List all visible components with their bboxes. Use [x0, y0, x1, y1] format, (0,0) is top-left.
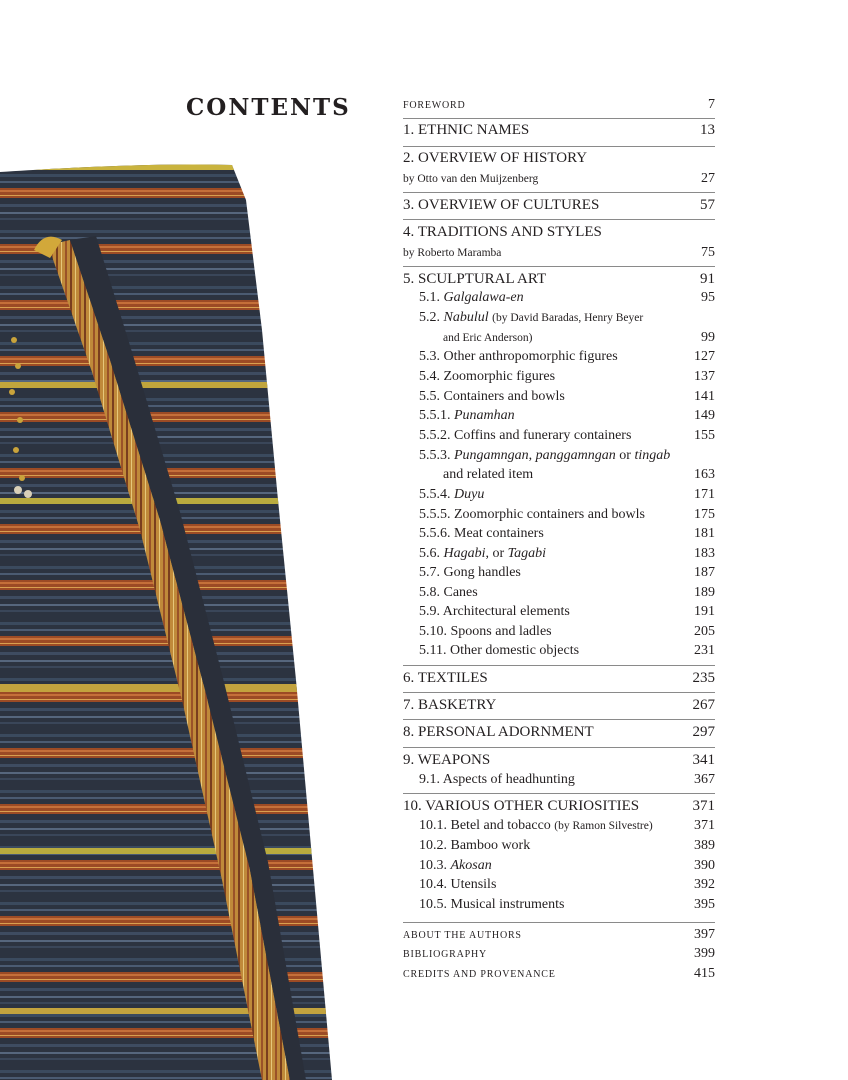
toc-page-number: 297 — [692, 724, 715, 740]
toc-entry — [419, 349, 715, 365]
toc-entry — [419, 507, 715, 523]
toc-entry-title: 10.4. Utensils — [419, 877, 497, 892]
toc-entry-title: 5.7. Gong handles — [419, 565, 521, 580]
divider — [403, 692, 715, 693]
toc-entry-title: 5.5.4. Duyu — [419, 487, 485, 502]
toc-entry-title: BIBLIOGRAPHY — [403, 949, 488, 960]
toc-entry — [419, 772, 715, 788]
toc-page-number: 13 — [700, 122, 715, 138]
toc-entry — [419, 897, 715, 913]
toc-entry-title: 5.3. Other anthropomorphic figures — [419, 349, 618, 364]
toc-page-number: 392 — [694, 877, 715, 892]
toc-entry-title: 5.5.5. Zoomorphic containers and bowls — [419, 507, 645, 522]
toc-entry-title: 4. TRADITIONS AND STYLES — [403, 224, 602, 240]
toc-entry — [403, 927, 715, 943]
toc-entry — [403, 752, 715, 769]
toc-entry — [403, 171, 715, 187]
toc-entry-title: 5.5.3. Pungamngan, panggamngan or tingab — [419, 448, 671, 463]
toc-entry-title: CREDITS AND PROVENANCE — [403, 969, 556, 980]
toc-entry-title: 5.5.2. Coffins and funerary containers — [419, 428, 632, 443]
toc-entry — [419, 838, 715, 854]
toc-page-number: 57 — [700, 197, 715, 213]
toc-entry — [419, 310, 715, 326]
toc-entry-title: 8. PERSONAL ADORNMENT — [403, 724, 594, 740]
toc-entry — [419, 546, 715, 562]
toc-entry-title: FOREWORD — [403, 100, 466, 111]
toc-entry-title: 5.8. Canes — [419, 585, 478, 600]
toc-page-number: 95 — [701, 290, 715, 305]
toc-page-number: 183 — [694, 546, 715, 561]
divider — [403, 266, 715, 267]
toc-page-number: 149 — [694, 408, 715, 423]
toc-entry — [403, 271, 715, 288]
toc-entry-title: 5.11. Other domestic objects — [419, 643, 580, 658]
toc-entry-title: 10.3. Akosan — [419, 858, 492, 873]
toc-page-number: 155 — [694, 428, 715, 443]
toc-entry — [403, 197, 715, 214]
toc-page-number: 91 — [700, 271, 715, 287]
divider — [403, 719, 715, 720]
toc-page-number: 187 — [694, 565, 715, 580]
toc-page-number: 163 — [694, 467, 715, 482]
toc-page-number: 127 — [694, 349, 715, 364]
divider — [403, 192, 715, 193]
toc-entry — [403, 946, 715, 962]
toc-entry — [419, 487, 715, 503]
toc-entry-title: 10.2. Bamboo work — [419, 838, 531, 853]
toc-entry-title: 5.5.1. Punamhan — [419, 408, 515, 423]
toc-entry — [419, 526, 715, 542]
toc-entry-title: 5. SCULPTURAL ART — [403, 271, 547, 287]
toc-page-number: 137 — [694, 369, 715, 384]
toc-entry — [443, 467, 715, 483]
toc-entry — [419, 389, 715, 405]
toc-page-number: 399 — [694, 946, 715, 961]
toc-entry-title: 5.10. Spoons and ladles — [419, 624, 552, 639]
toc-entry — [419, 428, 715, 444]
toc-page-number: 141 — [694, 389, 715, 404]
toc-page-number: 371 — [692, 798, 715, 814]
toc-page-number: 267 — [692, 697, 715, 713]
toc-entry — [403, 966, 715, 982]
toc-entry-title: 2. OVERVIEW OF HISTORY — [403, 150, 588, 166]
toc-entry — [403, 798, 715, 815]
toc-page-number: 235 — [692, 670, 715, 686]
divider — [403, 665, 715, 666]
toc-entry-title: 5.5.6. Meat containers — [419, 526, 544, 541]
toc-entry-title: by Otto van den Muijzenberg — [403, 173, 539, 185]
toc-entry-title: 6. TEXTILES — [403, 670, 488, 686]
toc-entry — [419, 604, 715, 620]
toc-entry-title: 5.6. Hagabi, or Tagabi — [419, 546, 547, 561]
toc-entry — [403, 224, 715, 241]
toc-page-number: 189 — [694, 585, 715, 600]
toc-entry-title: 5.9. Architectural elements — [419, 604, 570, 619]
toc-entry — [403, 245, 715, 261]
toc-page-number: 99 — [701, 330, 715, 345]
divider — [403, 793, 715, 794]
divider — [403, 118, 715, 119]
toc-page-number: 341 — [692, 752, 715, 768]
toc-page-number: 397 — [694, 927, 715, 942]
toc-entry-title: 10. VARIOUS OTHER CURIOSITIES — [403, 798, 640, 814]
toc-entry — [419, 643, 715, 659]
toc-entry-title: and Eric Anderson) — [443, 332, 533, 344]
toc-entry — [403, 150, 715, 167]
toc-entry-title: ABOUT THE AUTHORS — [403, 930, 522, 941]
toc-entry — [403, 97, 715, 113]
toc-entry-title: and related item — [443, 467, 534, 482]
toc-entry-title: 5.4. Zoomorphic figures — [419, 369, 556, 384]
toc-entry — [403, 724, 715, 741]
toc-entry — [419, 565, 715, 581]
toc-entry-title: 7. BASKETRY — [403, 697, 497, 713]
toc-page-number: 395 — [694, 897, 715, 912]
toc-page-number: 390 — [694, 858, 715, 873]
toc-entry-title: 1. ETHNIC NAMES — [403, 122, 530, 138]
toc-entry — [403, 122, 715, 139]
toc-entry — [419, 585, 715, 601]
toc-entry — [419, 369, 715, 385]
toc-entry — [403, 697, 715, 714]
toc-entry-title: 3. OVERVIEW OF CULTURES — [403, 197, 600, 213]
toc-page-number: 367 — [694, 772, 715, 787]
toc-page-number: 231 — [694, 643, 715, 658]
toc-entry — [443, 330, 715, 346]
toc-page-number: 175 — [694, 507, 715, 522]
toc-page-number: 7 — [708, 97, 715, 112]
toc-entry — [403, 670, 715, 687]
toc-entry — [419, 818, 715, 834]
toc-entry — [419, 877, 715, 893]
page-title: CONTENTS — [186, 94, 351, 121]
divider — [403, 146, 715, 147]
divider — [403, 747, 715, 748]
toc-page-number: 371 — [694, 818, 715, 833]
toc-entry — [419, 290, 715, 306]
toc-entry-title: 5.5. Containers and bowls — [419, 389, 565, 404]
toc-entry-title: 9.1. Aspects of headhunting — [419, 772, 575, 787]
toc-page-number: 389 — [694, 838, 715, 853]
toc-entry — [419, 624, 715, 640]
toc-entry-title: by Roberto Maramba — [403, 247, 502, 259]
divider — [403, 219, 715, 220]
toc-page-number: 27 — [701, 171, 715, 186]
toc-page-number: 191 — [694, 604, 715, 619]
toc-entry-title: 5.1. Galgalawa-en — [419, 290, 524, 305]
toc-entry-title: 5.2. Nabulul (by David Baradas, Henry Beyer — [419, 310, 644, 325]
toc-page-number: 415 — [694, 966, 715, 981]
divider — [403, 922, 715, 923]
toc-entry — [419, 408, 715, 424]
toc-page-number: 171 — [694, 487, 715, 502]
toc-entry — [419, 448, 715, 464]
toc-entry — [419, 858, 715, 874]
toc-entry-title: 9. WEAPONS — [403, 752, 491, 768]
toc-page-number: 75 — [701, 245, 715, 260]
toc-entry-title: 10.1. Betel and tobacco (by Ramon Silvestre) — [419, 818, 653, 833]
toc-page-number: 205 — [694, 624, 715, 639]
toc-page-number: 181 — [694, 526, 715, 541]
toc-entry-title: 10.5. Musical instruments — [419, 897, 565, 912]
